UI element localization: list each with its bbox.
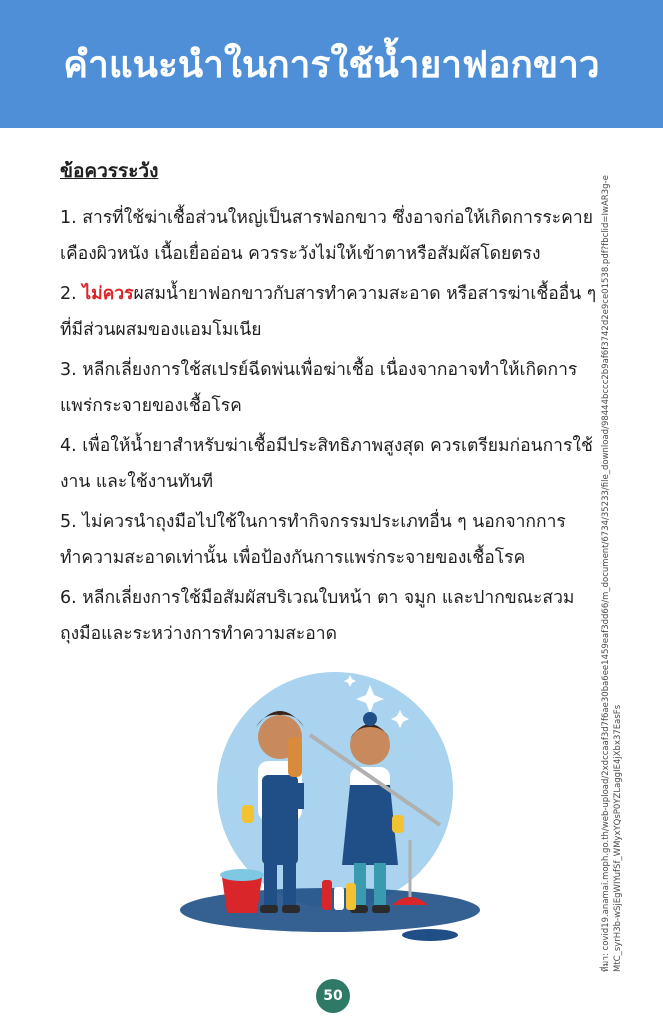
- precaution-item-1: 1. สารที่ใช้ฆ่าเชื้อส่วนใหญ่เป็นสารฟอกขาว ซึ่งอาจก่อให้เกิดการระคายเคืองผิวหนัง เนื้อเยื่ออ่อน ควรระวังไม่ให้เข้าตาหรือสัมผัสโดยตรง: [60, 208, 593, 264]
- warning-highlight: ไม่ควร: [82, 284, 134, 304]
- source-citation: ที่มา: covid19.anamai.moph.go.th/web-upload/2xdccaaf3d7f6ae30ba6ee1459eaf3dd66/m_document/6734/35233/file_download/98444bccc2b9af6f3742d2e9ce01538.pdf?fbclid=IwAR3g-eMtC_syrH3b-wSjEgWIYufSf_WMyxYQsP0YZLaggIE4jXbx37EasFs: [601, 175, 623, 972]
- section-title: ข้อควรระวัง: [60, 160, 159, 182]
- precaution-item-4: 4. เพื่อให้น้ำยาสำหรับฆ่าเชื้อมีประสิทธิภาพสูงสุด ควรเตรียมก่อนการใช้งาน และใช้งานทันที: [60, 436, 593, 492]
- page-title: คำแนะนำในการใช้น้ำยาฟอกขาว: [63, 42, 600, 86]
- page-number-badge: 50: [316, 979, 350, 1013]
- precaution-item-5: 5. ไม่ควรนำถุงมือไปใช้ในการทำกิจกรรมประเภทอื่น ๆ นอกจากการทำความสะอาดเท่านั้น เพื่อป้องกันการแพร่กระจายของเชื้อโรค: [60, 512, 566, 568]
- precaution-item-6: 6. หลีกเลี่ยงการใช้มือสัมผัสบริเวณใบหน้า ตา จมูก และปากขณะสวมถุงมือและระหว่างการทำความสะอาด: [60, 588, 575, 644]
- page-header: [0, 0, 663, 128]
- precaution-item-3: 3. หลีกเลี่ยงการใช้สเปรย์ฉีดพ่นเพื่อฆ่าเชื้อ เนื่องจากอาจทำให้เกิดการแพร่กระจายของเชื้อโรค: [60, 360, 578, 416]
- precaution-item-2: [60, 276, 608, 348]
- cleaners-illustration: [170, 665, 510, 955]
- item-2-number: 2.: [60, 284, 83, 304]
- precautions-section: [60, 156, 608, 656]
- item-2-text: ผสมน้ำยาฟอกขาวกับสารทำความสะอาด หรือสารฆ่าเชื้ออื่น ๆ ที่มีส่วนผสมของแอมโมเนีย: [60, 284, 597, 340]
